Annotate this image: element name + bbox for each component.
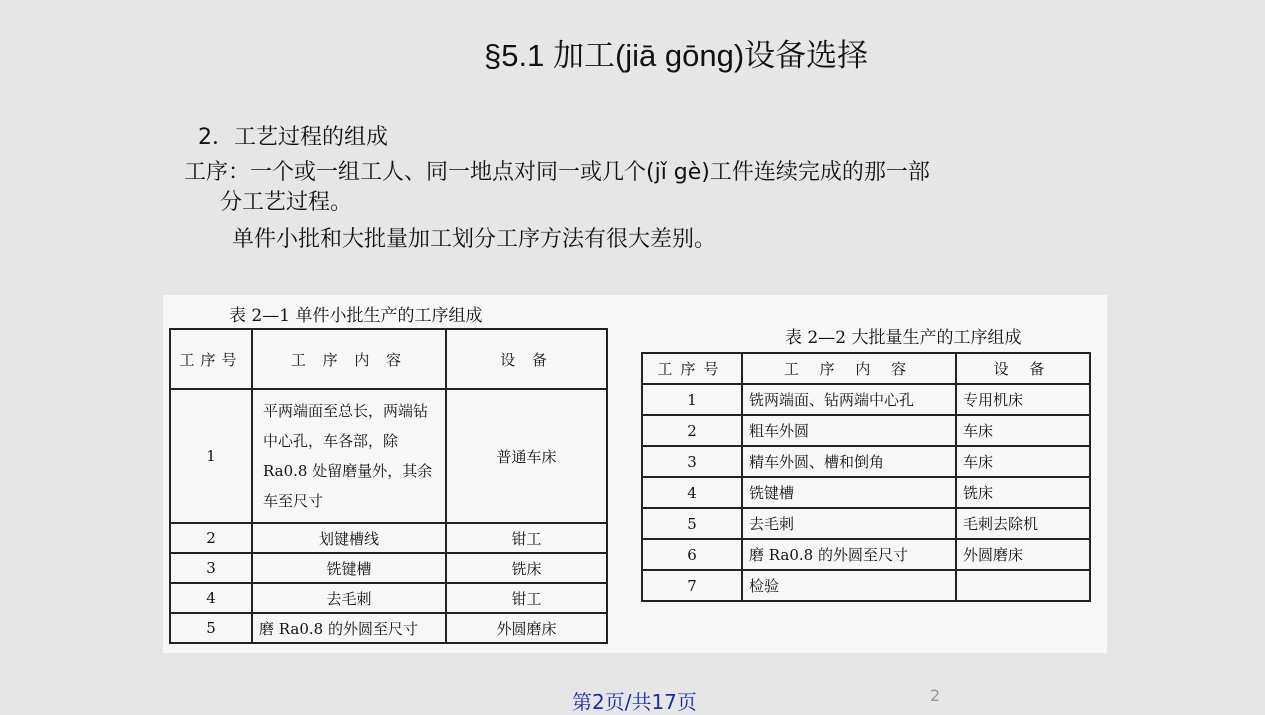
table-cell: 钳工 [446,583,607,613]
table2-mass-production [641,352,1091,602]
page-footer-label: 第2页/共17页 [572,690,697,714]
slide-title: §5.1 加工(jiā gōng)设备选择 [484,38,869,73]
table-cell: 铣键槽 [252,553,446,583]
table-cell: 7 [642,570,742,601]
table-cell: 精车外圆、槽和倒角 [742,446,956,477]
table-cell: 划键槽线 [252,523,446,553]
header-cell: 工 序 内 容 [252,329,446,389]
table-cell: 去毛刺 [742,508,956,539]
table-cell: 检验 [742,570,956,601]
table-cell: 铣两端面、钻两端中心孔 [742,384,956,415]
table-cell: 1 [170,389,252,523]
table-cell: 车床 [956,415,1090,446]
table-row [170,583,607,613]
header-cell: 设 备 [446,329,607,389]
table-row [170,523,607,553]
table-cell: 车床 [956,446,1090,477]
header-cell: 设 备 [956,353,1090,384]
table-cell: 钳工 [446,523,607,553]
table-cell: 2 [170,523,252,553]
definition-line-1: 工序：一个或一组工人、同一地点对同一或几个(jǐ gè)工件连续完成的那一部 [184,160,930,185]
table-row [642,508,1090,539]
table-cell: 铣床 [956,477,1090,508]
table-row [642,477,1090,508]
table-cell: 普通车床 [446,389,607,523]
table-row [170,553,607,583]
table-cell: 4 [170,583,252,613]
table-header-row [642,353,1090,384]
table-cell: 外圆磨床 [446,613,607,643]
table-cell: 5 [170,613,252,643]
header-cell: 工序号 [642,353,742,384]
table2-caption: 表 2—2 大批量生产的工序组成 [785,328,1022,348]
table-cell: 铣床 [446,553,607,583]
table-cell: 5 [642,508,742,539]
table-cell: 6 [642,539,742,570]
tables-figure [163,295,1107,653]
definition-line-2: 分工艺过程。 [220,190,353,215]
table-cell: 3 [642,446,742,477]
table-cell: 专用机床 [956,384,1090,415]
table-cell: 平两端面至总长，两端钻中心孔，车各部，除Ra0.8 处留磨量外，其余车至尺寸 [252,389,446,523]
table-cell: 去毛刺 [252,583,446,613]
table-cell: 铣键槽 [742,477,956,508]
table1-single-batch [169,328,608,644]
table-row [642,446,1090,477]
table-cell: 3 [170,553,252,583]
table-row [642,415,1090,446]
table-cell: 4 [642,477,742,508]
table-cell: 2 [642,415,742,446]
table-row [642,539,1090,570]
table-header-row [170,329,607,389]
table1-caption: 表 2—1 单件小批生产的工序组成 [229,306,483,326]
table-row [170,613,607,643]
table-row [642,570,1090,601]
table-cell: 1 [642,384,742,415]
table-cell: 磨 Ra0.8 的外圆至尺寸 [252,613,446,643]
table-row [170,389,607,523]
header-cell: 工 序 内 容 [742,353,956,384]
table-cell: 外圆磨床 [956,539,1090,570]
section-heading: 2．工艺过程的组成 [198,125,388,150]
table-cell: 毛刺去除机 [956,508,1090,539]
comparison-line: 单件小批和大批量加工划分工序方法有很大差别。 [232,227,717,252]
header-cell: 工序号 [170,329,252,389]
table-row [642,384,1090,415]
table-cell [956,570,1090,601]
page-number: 2 [930,686,941,705]
table-cell: 磨 Ra0.8 的外圆至尺寸 [742,539,956,570]
table-cell: 粗车外圆 [742,415,956,446]
